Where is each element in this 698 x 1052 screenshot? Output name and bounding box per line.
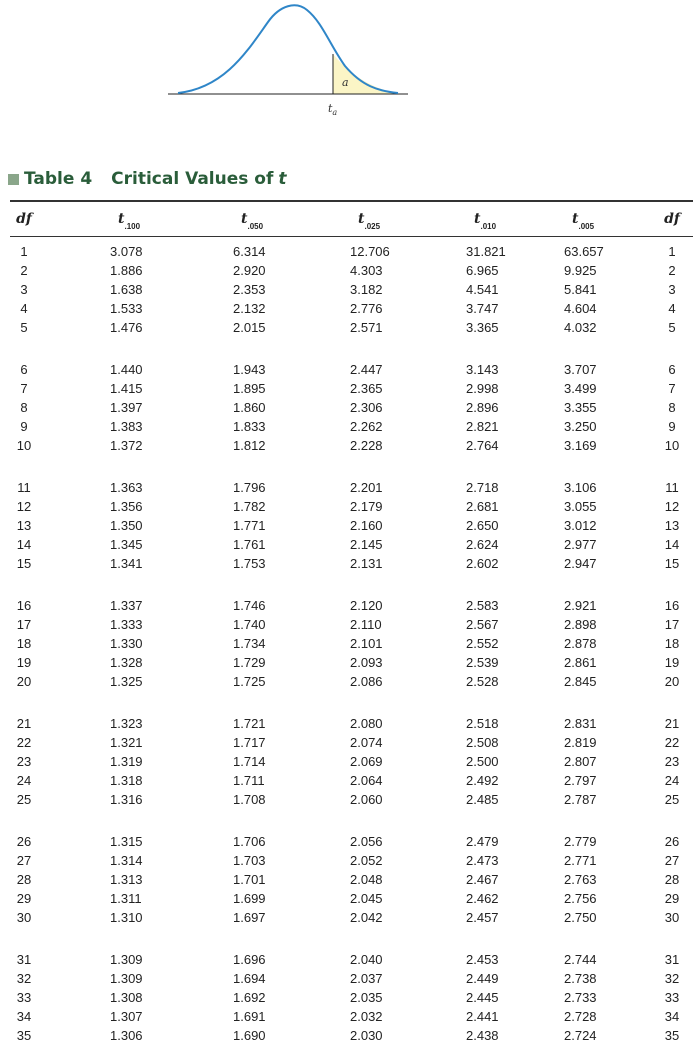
value-cell: 2.764 bbox=[466, 438, 499, 453]
value-cell: 1.337 bbox=[110, 598, 143, 613]
df-left-cell: 17 bbox=[16, 617, 32, 632]
df-left-cell: 5 bbox=[20, 320, 28, 335]
value-cell: 2.145 bbox=[350, 537, 383, 552]
value-cell: 2.947 bbox=[564, 556, 597, 571]
value-cell: 2.896 bbox=[466, 400, 499, 415]
value-cell: 1.316 bbox=[110, 792, 143, 807]
value-cell: 3.499 bbox=[564, 381, 597, 396]
df-right-cell: 34 bbox=[664, 1009, 680, 1024]
value-cell: 1.323 bbox=[110, 716, 143, 731]
df-right-cell: 4 bbox=[668, 301, 676, 316]
df-right-cell: 13 bbox=[664, 518, 680, 533]
value-cell: 1.782 bbox=[233, 499, 266, 514]
value-cell: 2.131 bbox=[350, 556, 383, 571]
value-cell: 1.860 bbox=[233, 400, 266, 415]
value-cell: 6.965 bbox=[466, 263, 499, 278]
value-cell: 2.977 bbox=[564, 537, 597, 552]
value-cell: 1.706 bbox=[233, 834, 266, 849]
value-cell: 2.179 bbox=[350, 499, 383, 514]
value-cell: 1.753 bbox=[233, 556, 266, 571]
table-title bbox=[8, 167, 287, 191]
value-cell: 1.533 bbox=[110, 301, 143, 316]
value-cell: 2.048 bbox=[350, 872, 383, 887]
value-cell: 1.717 bbox=[233, 735, 266, 750]
value-cell: 6.314 bbox=[233, 244, 266, 259]
value-cell: 2.492 bbox=[466, 773, 499, 788]
value-cell: 1.721 bbox=[233, 716, 266, 731]
value-cell: 2.438 bbox=[466, 1028, 499, 1043]
value-cell: 2.552 bbox=[466, 636, 499, 651]
value-cell: 1.315 bbox=[110, 834, 143, 849]
value-cell: 2.473 bbox=[466, 853, 499, 868]
value-cell: 2.093 bbox=[350, 655, 383, 670]
value-cell: 1.895 bbox=[233, 381, 266, 396]
df-right-cell: 26 bbox=[664, 834, 680, 849]
value-cell: 1.761 bbox=[233, 537, 266, 552]
value-cell: 4.604 bbox=[564, 301, 597, 316]
header-df_left: df bbox=[16, 211, 32, 227]
value-cell: 3.169 bbox=[564, 438, 597, 453]
value-cell: 1.746 bbox=[233, 598, 266, 613]
value-cell: 1.319 bbox=[110, 754, 143, 769]
critical-t-label: $t_a$ bbox=[328, 102, 338, 117]
value-cell: 2.457 bbox=[466, 910, 499, 925]
value-cell: 31.821 bbox=[466, 244, 506, 259]
df-right-cell: 8 bbox=[668, 400, 676, 415]
value-cell: 1.690 bbox=[233, 1028, 266, 1043]
df-right-cell: 24 bbox=[664, 773, 680, 788]
value-cell: 2.052 bbox=[350, 853, 383, 868]
value-cell: 3.055 bbox=[564, 499, 597, 514]
value-cell: 3.106 bbox=[564, 480, 597, 495]
df-left-cell: 31 bbox=[16, 952, 32, 967]
df-left-cell: 24 bbox=[16, 773, 32, 788]
value-cell: 1.313 bbox=[110, 872, 143, 887]
df-left-cell: 12 bbox=[16, 499, 32, 514]
value-cell: 2.042 bbox=[350, 910, 383, 925]
density-curve bbox=[178, 5, 398, 93]
df-left-cell: 26 bbox=[16, 834, 32, 849]
df-right-cell: 15 bbox=[664, 556, 680, 571]
value-cell: 1.314 bbox=[110, 853, 143, 868]
df-right-cell: 14 bbox=[664, 537, 680, 552]
value-cell: 1.397 bbox=[110, 400, 143, 415]
value-cell: 2.056 bbox=[350, 834, 383, 849]
value-cell: 1.383 bbox=[110, 419, 143, 434]
value-cell: 2.160 bbox=[350, 518, 383, 533]
df-right-cell: 6 bbox=[668, 362, 676, 377]
header-t005: $t_{.005}$ bbox=[572, 211, 595, 231]
value-cell: 4.303 bbox=[350, 263, 383, 278]
df-left-cell: 16 bbox=[16, 598, 32, 613]
value-cell: 2.060 bbox=[350, 792, 383, 807]
value-cell: 2.602 bbox=[466, 556, 499, 571]
value-cell: 3.250 bbox=[564, 419, 597, 434]
value-cell: 1.345 bbox=[110, 537, 143, 552]
alpha-label: a bbox=[342, 76, 349, 89]
value-cell: 2.845 bbox=[564, 674, 597, 689]
value-cell: 2.779 bbox=[564, 834, 597, 849]
value-cell: 2.878 bbox=[564, 636, 597, 651]
value-cell: 2.750 bbox=[564, 910, 597, 925]
header-rule bbox=[10, 236, 693, 237]
value-cell: 2.744 bbox=[564, 952, 597, 967]
value-cell: 1.691 bbox=[233, 1009, 266, 1024]
df-left-cell: 21 bbox=[16, 716, 32, 731]
df-left-cell: 23 bbox=[16, 754, 32, 769]
df-left-cell: 35 bbox=[16, 1028, 32, 1043]
value-cell: 2.447 bbox=[350, 362, 383, 377]
df-right-cell: 20 bbox=[664, 674, 680, 689]
value-cell: 1.310 bbox=[110, 910, 143, 925]
value-cell: 2.080 bbox=[350, 716, 383, 731]
value-cell: 2.101 bbox=[350, 636, 383, 651]
value-cell: 1.309 bbox=[110, 971, 143, 986]
df-left-cell: 8 bbox=[20, 400, 28, 415]
value-cell: 3.365 bbox=[466, 320, 499, 335]
value-cell: 2.738 bbox=[564, 971, 597, 986]
df-right-cell: 5 bbox=[668, 320, 676, 335]
value-cell: 2.030 bbox=[350, 1028, 383, 1043]
value-cell: 2.037 bbox=[350, 971, 383, 986]
value-cell: 2.571 bbox=[350, 320, 383, 335]
value-cell: 1.341 bbox=[110, 556, 143, 571]
value-cell: 2.728 bbox=[564, 1009, 597, 1024]
value-cell: 2.528 bbox=[466, 674, 499, 689]
value-cell: 3.078 bbox=[110, 244, 143, 259]
df-right-cell: 19 bbox=[664, 655, 680, 670]
value-cell: 1.711 bbox=[233, 773, 265, 788]
df-right-cell: 1 bbox=[668, 244, 676, 259]
df-left-cell: 13 bbox=[16, 518, 32, 533]
df-right-cell: 10 bbox=[664, 438, 680, 453]
value-cell: 1.740 bbox=[233, 617, 266, 632]
value-cell: 2.035 bbox=[350, 990, 383, 1005]
value-cell: 2.015 bbox=[233, 320, 266, 335]
value-cell: 2.920 bbox=[233, 263, 266, 278]
value-cell: 2.449 bbox=[466, 971, 499, 986]
value-cell: 1.796 bbox=[233, 480, 266, 495]
df-left-cell: 1 bbox=[20, 244, 28, 259]
value-cell: 2.819 bbox=[564, 735, 597, 750]
value-cell: 2.787 bbox=[564, 792, 597, 807]
df-left-cell: 34 bbox=[16, 1009, 32, 1024]
value-cell: 1.356 bbox=[110, 499, 143, 514]
header-t025: $t_{.025}$ bbox=[358, 211, 381, 231]
value-cell: 2.485 bbox=[466, 792, 499, 807]
value-cell: 2.583 bbox=[466, 598, 499, 613]
df-left-cell: 9 bbox=[20, 419, 28, 434]
value-cell: 4.032 bbox=[564, 320, 597, 335]
value-cell: 1.363 bbox=[110, 480, 143, 495]
top-rule bbox=[10, 200, 693, 202]
value-cell: 2.467 bbox=[466, 872, 499, 887]
df-right-cell: 28 bbox=[664, 872, 680, 887]
value-cell: 2.453 bbox=[466, 952, 499, 967]
value-cell: 2.821 bbox=[466, 419, 499, 434]
df-right-cell: 31 bbox=[664, 952, 680, 967]
value-cell: 1.729 bbox=[233, 655, 266, 670]
value-cell: 3.747 bbox=[466, 301, 499, 316]
value-cell: 1.415 bbox=[110, 381, 143, 396]
value-cell: 2.718 bbox=[466, 480, 499, 495]
df-left-cell: 29 bbox=[16, 891, 32, 906]
df-left-cell: 25 bbox=[16, 792, 32, 807]
value-cell: 12.706 bbox=[350, 244, 390, 259]
value-cell: 2.086 bbox=[350, 674, 383, 689]
value-cell: 2.624 bbox=[466, 537, 499, 552]
value-cell: 1.833 bbox=[233, 419, 266, 434]
value-cell: 1.708 bbox=[233, 792, 266, 807]
value-cell: 2.306 bbox=[350, 400, 383, 415]
value-cell: 3.355 bbox=[564, 400, 597, 415]
df-right-cell: 35 bbox=[664, 1028, 680, 1043]
value-cell: 3.707 bbox=[564, 362, 597, 377]
value-cell: 2.120 bbox=[350, 598, 383, 613]
value-cell: 1.325 bbox=[110, 674, 143, 689]
value-cell: 1.699 bbox=[233, 891, 266, 906]
value-cell: 2.045 bbox=[350, 891, 383, 906]
value-cell: 2.032 bbox=[350, 1009, 383, 1024]
df-left-cell: 32 bbox=[16, 971, 32, 986]
value-cell: 1.692 bbox=[233, 990, 266, 1005]
table-title-text: Critical Values of bbox=[111, 169, 274, 189]
df-right-cell: 3 bbox=[668, 282, 676, 297]
df-left-cell: 10 bbox=[16, 438, 32, 453]
value-cell: 1.440 bbox=[110, 362, 143, 377]
df-left-cell: 19 bbox=[16, 655, 32, 670]
value-cell: 2.040 bbox=[350, 952, 383, 967]
df-right-cell: 25 bbox=[664, 792, 680, 807]
value-cell: 1.696 bbox=[233, 952, 266, 967]
value-cell: 2.441 bbox=[466, 1009, 499, 1024]
value-cell: 1.725 bbox=[233, 674, 266, 689]
value-cell: 1.333 bbox=[110, 617, 143, 632]
value-cell: 2.797 bbox=[564, 773, 597, 788]
df-right-cell: 22 bbox=[664, 735, 680, 750]
value-cell: 2.763 bbox=[564, 872, 597, 887]
value-cell: 2.365 bbox=[350, 381, 383, 396]
value-cell: 2.262 bbox=[350, 419, 383, 434]
value-cell: 9.925 bbox=[564, 263, 597, 278]
df-left-cell: 33 bbox=[16, 990, 32, 1005]
value-cell: 1.307 bbox=[110, 1009, 143, 1024]
value-cell: 2.132 bbox=[233, 301, 266, 316]
header-t100: $t_{.100}$ bbox=[118, 211, 141, 231]
header-df_right: df bbox=[664, 211, 680, 227]
value-cell: 1.330 bbox=[110, 636, 143, 651]
value-cell: 1.771 bbox=[233, 518, 266, 533]
df-right-cell: 32 bbox=[664, 971, 680, 986]
value-cell: 2.733 bbox=[564, 990, 597, 1005]
value-cell: 1.328 bbox=[110, 655, 143, 670]
df-right-cell: 9 bbox=[668, 419, 676, 434]
df-right-cell: 2 bbox=[668, 263, 676, 278]
value-cell: 2.998 bbox=[466, 381, 499, 396]
value-cell: 2.567 bbox=[466, 617, 499, 632]
value-cell: 2.500 bbox=[466, 754, 499, 769]
value-cell: 2.807 bbox=[564, 754, 597, 769]
value-cell: 1.701 bbox=[233, 872, 266, 887]
df-right-cell: 21 bbox=[664, 716, 680, 731]
value-cell: 2.724 bbox=[564, 1028, 597, 1043]
value-cell: 2.110 bbox=[350, 617, 382, 632]
title-marker bbox=[8, 174, 19, 185]
value-cell: 1.308 bbox=[110, 990, 143, 1005]
value-cell: 2.831 bbox=[564, 716, 597, 731]
value-cell: 2.650 bbox=[466, 518, 499, 533]
header-t010: $t_{.010}$ bbox=[474, 211, 497, 231]
value-cell: 2.353 bbox=[233, 282, 266, 297]
df-left-cell: 15 bbox=[16, 556, 32, 571]
value-cell: 2.479 bbox=[466, 834, 499, 849]
value-cell: 2.921 bbox=[564, 598, 597, 613]
value-cell: 2.462 bbox=[466, 891, 499, 906]
value-cell: 1.309 bbox=[110, 952, 143, 967]
df-right-cell: 27 bbox=[664, 853, 680, 868]
value-cell: 1.886 bbox=[110, 263, 143, 278]
normal-curve-figure bbox=[0, 0, 698, 130]
value-cell: 2.064 bbox=[350, 773, 383, 788]
df-right-cell: 29 bbox=[664, 891, 680, 906]
df-left-cell: 20 bbox=[16, 674, 32, 689]
value-cell: 1.311 bbox=[110, 891, 142, 906]
df-left-cell: 2 bbox=[20, 263, 28, 278]
value-cell: 3.012 bbox=[564, 518, 597, 533]
df-left-cell: 28 bbox=[16, 872, 32, 887]
value-cell: 2.776 bbox=[350, 301, 383, 316]
value-cell: 2.681 bbox=[466, 499, 499, 514]
value-cell: 1.697 bbox=[233, 910, 266, 925]
df-right-cell: 33 bbox=[664, 990, 680, 1005]
df-left-cell: 11 bbox=[17, 480, 31, 495]
value-cell: 2.771 bbox=[564, 853, 597, 868]
value-cell: 5.841 bbox=[564, 282, 597, 297]
value-cell: 1.350 bbox=[110, 518, 143, 533]
value-cell: 2.861 bbox=[564, 655, 597, 670]
value-cell: 1.638 bbox=[110, 282, 143, 297]
df-left-cell: 14 bbox=[16, 537, 32, 552]
value-cell: 1.734 bbox=[233, 636, 266, 651]
df-right-cell: 18 bbox=[664, 636, 680, 651]
value-cell: 2.756 bbox=[564, 891, 597, 906]
value-cell: 2.518 bbox=[466, 716, 499, 731]
df-left-cell: 6 bbox=[20, 362, 28, 377]
value-cell: 2.074 bbox=[350, 735, 383, 750]
df-right-cell: 11 bbox=[665, 480, 679, 495]
table-title-variable: t bbox=[278, 169, 287, 189]
df-left-cell: 7 bbox=[20, 381, 28, 396]
value-cell: 1.694 bbox=[233, 971, 266, 986]
df-right-cell: 16 bbox=[664, 598, 680, 613]
value-cell: 3.182 bbox=[350, 282, 383, 297]
df-left-cell: 27 bbox=[16, 853, 32, 868]
table-number: Table 4 bbox=[24, 169, 93, 189]
value-cell: 1.703 bbox=[233, 853, 266, 868]
df-left-cell: 22 bbox=[16, 735, 32, 750]
value-cell: 1.714 bbox=[233, 754, 266, 769]
value-cell: 1.318 bbox=[110, 773, 143, 788]
value-cell: 1.372 bbox=[110, 438, 143, 453]
value-cell: 1.943 bbox=[233, 362, 266, 377]
df-right-cell: 12 bbox=[664, 499, 680, 514]
value-cell: 2.898 bbox=[564, 617, 597, 632]
value-cell: 2.069 bbox=[350, 754, 383, 769]
value-cell: 3.143 bbox=[466, 362, 499, 377]
value-cell: 63.657 bbox=[564, 244, 604, 259]
value-cell: 2.539 bbox=[466, 655, 499, 670]
df-right-cell: 30 bbox=[664, 910, 680, 925]
header-t050: $t_{.050}$ bbox=[241, 211, 264, 231]
df-left-cell: 4 bbox=[20, 301, 28, 316]
value-cell: 2.445 bbox=[466, 990, 499, 1005]
df-right-cell: 23 bbox=[664, 754, 680, 769]
df-right-cell: 7 bbox=[668, 381, 676, 396]
df-right-cell: 17 bbox=[664, 617, 680, 632]
value-cell: 1.476 bbox=[110, 320, 143, 335]
value-cell: 1.812 bbox=[233, 438, 266, 453]
value-cell: 1.306 bbox=[110, 1028, 143, 1043]
value-cell: 2.228 bbox=[350, 438, 383, 453]
df-left-cell: 30 bbox=[16, 910, 32, 925]
df-left-cell: 18 bbox=[16, 636, 32, 651]
value-cell: 4.541 bbox=[466, 282, 499, 297]
value-cell: 2.201 bbox=[350, 480, 383, 495]
value-cell: 1.321 bbox=[110, 735, 143, 750]
value-cell: 2.508 bbox=[466, 735, 499, 750]
df-left-cell: 3 bbox=[20, 282, 28, 297]
